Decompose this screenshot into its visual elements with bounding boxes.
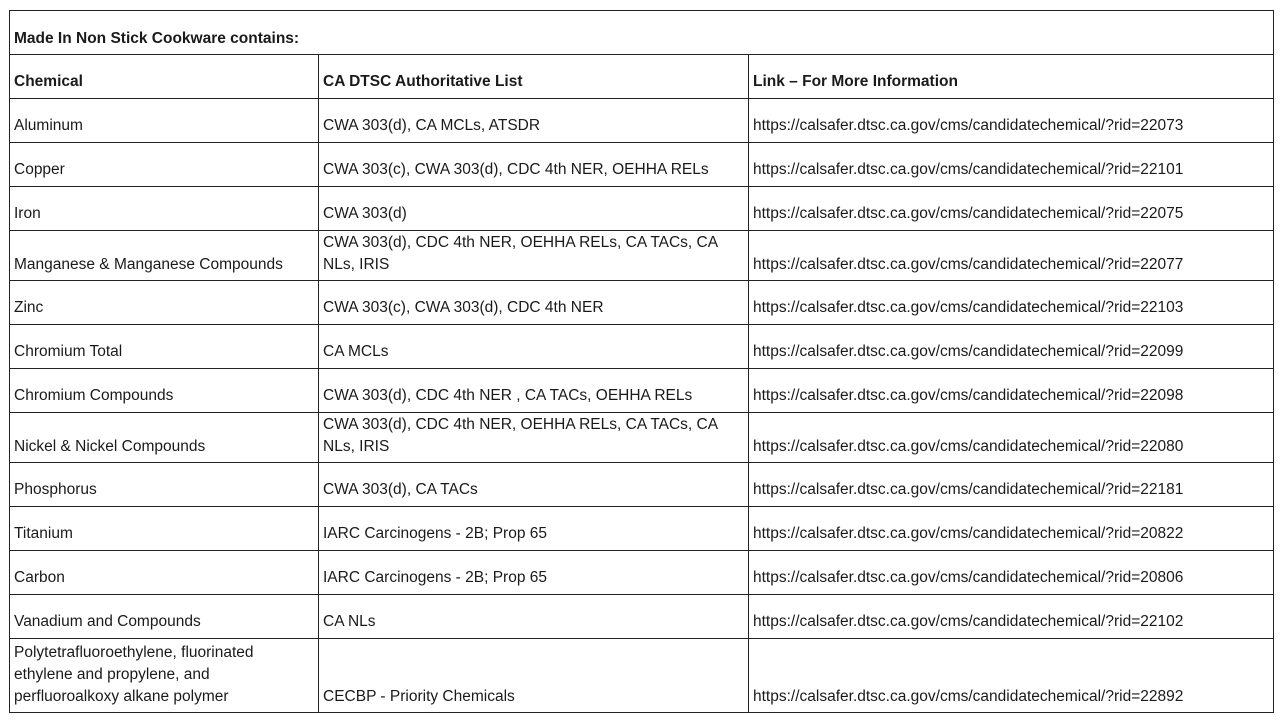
authoritative-list-cell: CWA 303(c), CWA 303(d), CDC 4th NER [319,281,749,325]
table-row [10,325,1274,369]
authoritative-list-cell: IARC Carcinogens - 2B; Prop 65 [319,551,749,595]
column-header-link: Link – For More Information [749,55,1274,99]
authoritative-list-cell: CWA 303(d), CDC 4th NER, OEHHA RELs, CA TACs, CA NLs, IRIS [319,231,749,281]
table-title-row [10,11,1274,55]
chemical-cell: Manganese & Manganese Compounds [10,231,319,281]
link-cell[interactable]: https://calsafer.dtsc.ca.gov/cms/candidatechemical/?rid=22103 [749,281,1274,325]
chemical-cell: Carbon [10,551,319,595]
chemical-cell: Phosphorus [10,463,319,507]
authoritative-list-cell: IARC Carcinogens - 2B; Prop 65 [319,507,749,551]
chemical-cell: Titanium [10,507,319,551]
chemical-cell: Chromium Total [10,325,319,369]
table-row [10,413,1274,463]
table-row [10,143,1274,187]
column-header-chemical: Chemical [10,55,319,99]
authoritative-list-cell: CWA 303(d), CDC 4th NER, OEHHA RELs, CA TACs, CA NLs, IRIS [319,413,749,463]
table-row [10,639,1274,713]
link-cell[interactable]: https://calsafer.dtsc.ca.gov/cms/candidatechemical/?rid=22098 [749,369,1274,413]
authoritative-list-cell: CWA 303(c), CWA 303(d), CDC 4th NER, OEHHA RELs [319,143,749,187]
table-row [10,281,1274,325]
link-cell[interactable]: https://calsafer.dtsc.ca.gov/cms/candidatechemical/?rid=22099 [749,325,1274,369]
link-cell[interactable]: https://calsafer.dtsc.ca.gov/cms/candidatechemical/?rid=22101 [749,143,1274,187]
chemical-cell: Nickel & Nickel Compounds [10,413,319,463]
table-row [10,463,1274,507]
table-row [10,369,1274,413]
link-cell[interactable]: https://calsafer.dtsc.ca.gov/cms/candidatechemical/?rid=22102 [749,595,1274,639]
chemical-cell: Copper [10,143,319,187]
authoritative-list-cell: CWA 303(d) [319,187,749,231]
authoritative-list-cell: CWA 303(d), CA MCLs, ATSDR [319,99,749,143]
authoritative-list-cell: CWA 303(d), CDC 4th NER , CA TACs, OEHHA RELs [319,369,749,413]
link-cell[interactable]: https://calsafer.dtsc.ca.gov/cms/candidatechemical/?rid=20822 [749,507,1274,551]
authoritative-list-cell: CA MCLs [319,325,749,369]
column-header-authoritative-list: CA DTSC Authoritative List [319,55,749,99]
link-cell[interactable]: https://calsafer.dtsc.ca.gov/cms/candidatechemical/?rid=22181 [749,463,1274,507]
chemical-cell: Chromium Compounds [10,369,319,413]
table-row [10,595,1274,639]
table-row [10,507,1274,551]
chemical-table [9,10,1274,713]
link-cell[interactable]: https://calsafer.dtsc.ca.gov/cms/candidatechemical/?rid=22073 [749,99,1274,143]
chemical-cell: Vanadium and Compounds [10,595,319,639]
link-cell[interactable]: https://calsafer.dtsc.ca.gov/cms/candidatechemical/?rid=22892 [749,639,1274,713]
authoritative-list-cell: CECBP - Priority Chemicals [319,639,749,713]
chemical-cell: Zinc [10,281,319,325]
link-cell[interactable]: https://calsafer.dtsc.ca.gov/cms/candidatechemical/?rid=22075 [749,187,1274,231]
link-cell[interactable]: https://calsafer.dtsc.ca.gov/cms/candidatechemical/?rid=22077 [749,231,1274,281]
chemical-cell: Polytetrafluoroethylene, fluorinated ethylene and propylene, and perfluoroalkoxy alkane polymer [10,639,319,713]
link-cell[interactable]: https://calsafer.dtsc.ca.gov/cms/candidatechemical/?rid=22080 [749,413,1274,463]
chemical-cell: Iron [10,187,319,231]
link-cell[interactable]: https://calsafer.dtsc.ca.gov/cms/candidatechemical/?rid=20806 [749,551,1274,595]
table-row [10,99,1274,143]
chemical-cell: Aluminum [10,99,319,143]
table-row [10,187,1274,231]
authoritative-list-cell: CA NLs [319,595,749,639]
table-title: Made In Non Stick Cookware contains: [10,11,1274,55]
table-header-row [10,55,1274,99]
table-row [10,231,1274,281]
authoritative-list-cell: CWA 303(d), CA TACs [319,463,749,507]
table-row [10,551,1274,595]
